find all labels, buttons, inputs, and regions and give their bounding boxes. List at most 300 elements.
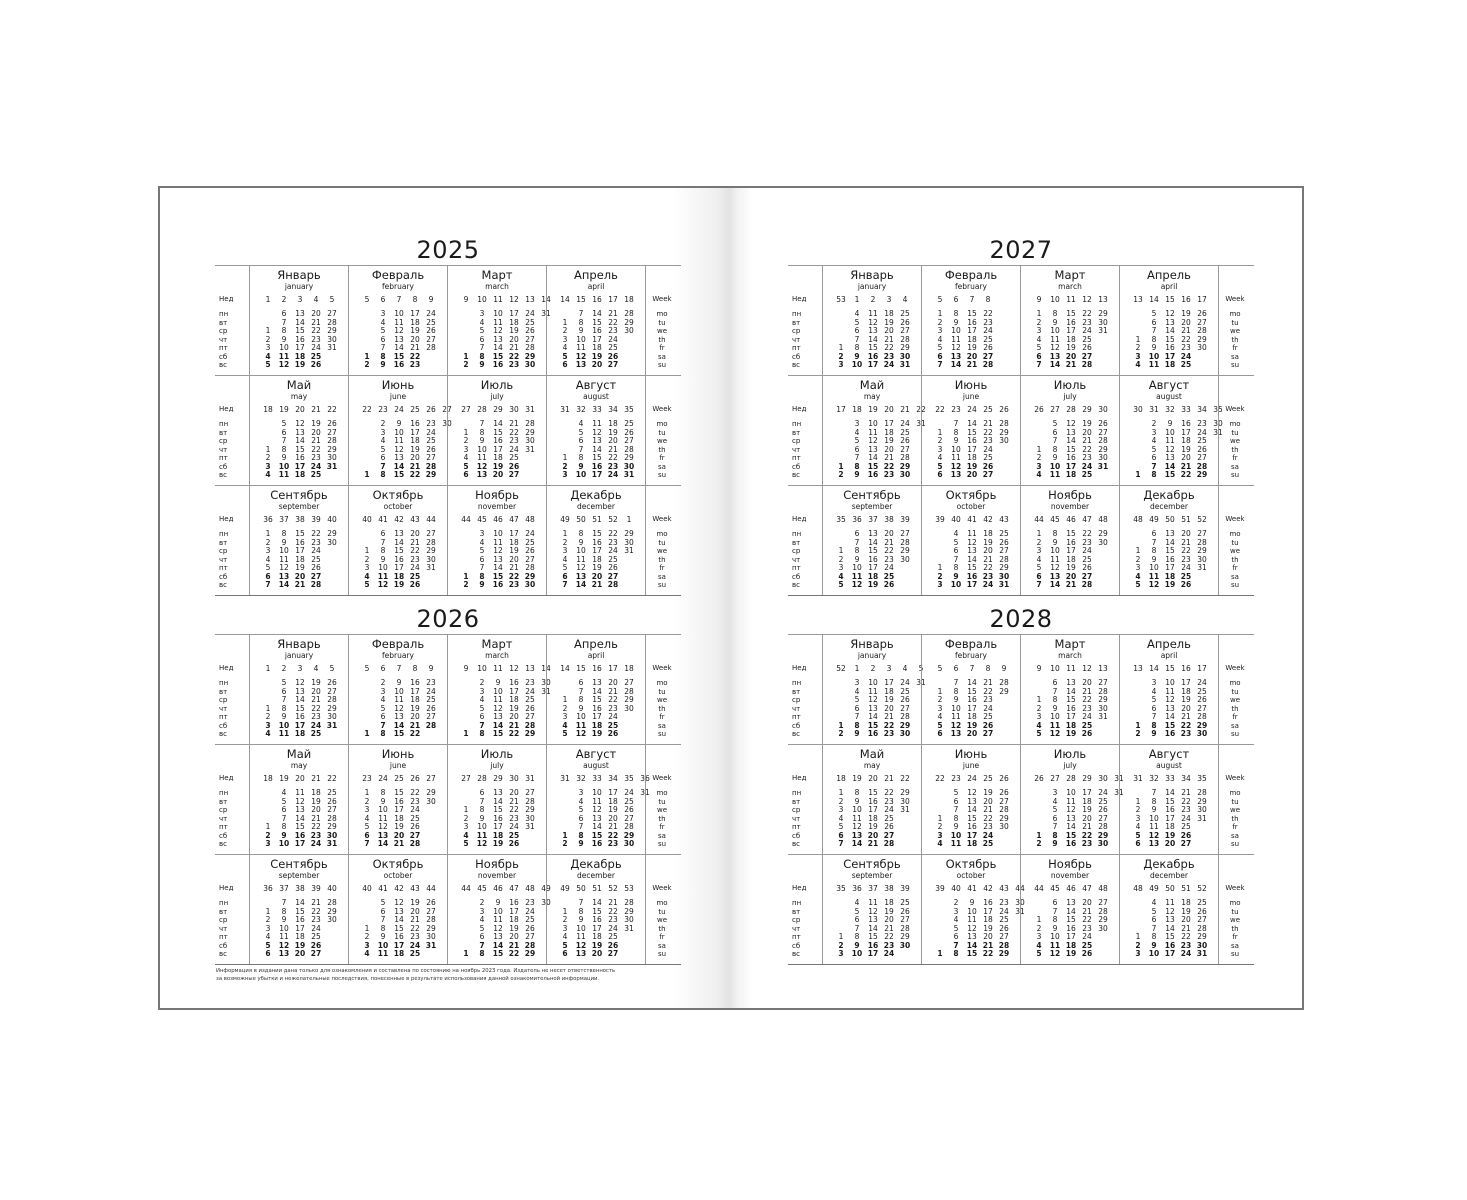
day-cell: 10 xyxy=(1149,813,1159,823)
day-cell: 25 xyxy=(409,571,421,581)
day-cell: 18 xyxy=(509,695,519,704)
day-cell: 16 xyxy=(1066,317,1076,327)
day-cell: 9 xyxy=(1052,453,1058,462)
day-cell: 21 xyxy=(966,360,978,369)
day-cell: 24 xyxy=(983,326,993,335)
day-cell: 19 xyxy=(592,563,602,572)
day-cell: 21 xyxy=(608,822,618,831)
week-number: 4 xyxy=(902,295,908,304)
weekday-labels-en xyxy=(645,486,678,595)
day-cell: 9 xyxy=(495,898,501,907)
month-name: Декабрь xyxy=(1143,488,1195,502)
day-cell: 21 xyxy=(983,554,993,564)
day-cell: 4 xyxy=(562,720,568,730)
day-cell: 6 xyxy=(562,949,568,958)
day-cell: 23 xyxy=(608,703,618,713)
month-name-en: march xyxy=(1058,651,1082,660)
day-cell: 8 xyxy=(578,830,584,840)
day-cell: 12 xyxy=(852,822,862,831)
day-cell: 5 xyxy=(265,940,271,950)
day-cell: 3 xyxy=(265,923,271,933)
day-cell: 14 xyxy=(393,720,405,730)
month-november xyxy=(1020,855,1119,964)
week-number: 40 xyxy=(951,515,961,524)
day-cell: 30 xyxy=(327,915,337,924)
day-cell: 17 xyxy=(1181,427,1191,437)
month-january xyxy=(249,635,348,744)
week-number-label: Нед xyxy=(792,405,807,413)
day-cell: 13 xyxy=(851,830,863,840)
month-name: Январь xyxy=(850,637,894,651)
month-march xyxy=(447,266,551,375)
month-name-en: august xyxy=(583,392,609,401)
day-cell: 20 xyxy=(294,949,306,958)
day-cell: 14 xyxy=(493,796,503,806)
day-cell: 10 xyxy=(575,470,587,479)
week-number: 22 xyxy=(935,774,945,783)
weekday-label-en: su xyxy=(657,581,667,589)
day-cell: 4 xyxy=(854,686,860,696)
day-cell: 7 xyxy=(854,453,860,462)
day-cell: 7 xyxy=(479,419,485,428)
day-cell: 11 xyxy=(576,932,586,941)
day-cell: 24 xyxy=(1197,678,1207,687)
day-cell: 29 xyxy=(1197,796,1207,806)
week-number: 16 xyxy=(1181,295,1191,304)
day-cell: 17 xyxy=(868,563,878,572)
day-cell: 17 xyxy=(1164,949,1176,958)
month-name: Октябрь xyxy=(945,488,997,502)
month-name-en: may xyxy=(863,761,881,770)
day-cell: 1 xyxy=(937,309,943,318)
day-cell: 10 xyxy=(1165,678,1175,687)
day-cell: 24 xyxy=(509,822,519,831)
week-number: 35 xyxy=(1197,774,1207,783)
day-cell: 6 xyxy=(1151,317,1157,327)
day-cell: 25 xyxy=(982,839,994,848)
month-name: Сентябрь xyxy=(270,857,328,871)
day-cell: 23 xyxy=(608,537,618,547)
day-cell: 27 xyxy=(327,686,337,696)
weekday-label: вт xyxy=(219,428,228,437)
week-number: 52 xyxy=(1197,884,1207,893)
day-cell: 13 xyxy=(868,915,878,924)
day-cell: 30 xyxy=(1015,898,1025,907)
day-cell: 2 xyxy=(265,453,271,462)
week-number: 49 xyxy=(1149,515,1159,524)
day-cell: 15 xyxy=(967,427,977,437)
day-cell: 7 xyxy=(1151,461,1157,471)
week-number: 14 xyxy=(560,295,570,304)
day-cell: 23 xyxy=(1197,419,1207,428)
week-number: 12 xyxy=(1082,664,1092,673)
day-cell: 18 xyxy=(884,309,894,318)
weekday-labels-en xyxy=(1218,376,1251,485)
day-cell: 13 xyxy=(493,554,503,564)
week-number: 22 xyxy=(327,405,337,414)
day-cell: 9 xyxy=(1151,343,1157,352)
day-cell: 3 xyxy=(562,470,568,479)
weekday-label: пт xyxy=(792,933,801,941)
day-cell: 5 xyxy=(838,580,844,589)
week-number: 34 xyxy=(608,774,618,783)
day-cell: 27 xyxy=(607,949,619,958)
weekday-label-en: tu xyxy=(658,538,666,547)
day-cell: 19 xyxy=(410,703,420,713)
day-cell: 22 xyxy=(508,949,520,958)
month-name: Январь xyxy=(277,268,321,282)
weekday-label: сб xyxy=(219,831,228,840)
month-name: Ноябрь xyxy=(1048,857,1092,871)
week-number: 35 xyxy=(836,515,846,524)
day-cell: 5 xyxy=(1151,444,1157,454)
weekday-label: чт xyxy=(792,924,801,933)
day-cell: 25 xyxy=(525,915,535,924)
day-cell: 23 xyxy=(1181,554,1191,564)
day-cell: 17 xyxy=(509,906,519,916)
week-number: 9 xyxy=(463,295,469,304)
weekday-label: вс xyxy=(219,361,227,369)
day-cell: 19 xyxy=(393,580,405,589)
day-cell: 14 xyxy=(295,695,305,704)
day-cell: 18 xyxy=(493,453,503,462)
day-cell: 27 xyxy=(1197,915,1207,924)
day-cell: 18 xyxy=(967,453,977,462)
day-cell: 7 xyxy=(479,343,485,352)
day-cell: 22 xyxy=(1180,720,1192,730)
week-number: 35 xyxy=(1213,405,1223,414)
day-cell: 8 xyxy=(1151,720,1157,730)
day-cell: 1 xyxy=(265,326,271,335)
day-cell: 23 xyxy=(1082,703,1092,713)
day-cell: 19 xyxy=(311,678,321,687)
day-cell: 27 xyxy=(1098,678,1108,687)
day-cell: 1 xyxy=(838,788,844,797)
day-cell: 16 xyxy=(295,453,305,462)
day-cell: 4 xyxy=(364,813,370,823)
day-cell: 25 xyxy=(983,453,993,462)
week-number: 18 xyxy=(624,664,634,673)
week-number: 45 xyxy=(1050,515,1060,524)
day-cell: 26 xyxy=(999,537,1009,547)
week-number: 51 xyxy=(592,884,602,893)
day-cell: 14 xyxy=(295,436,305,445)
weekday-label-en: th xyxy=(658,704,666,713)
day-cell: 10 xyxy=(394,309,404,318)
week-number-label: Нед xyxy=(219,295,234,303)
week-number: 48 xyxy=(1133,884,1143,893)
day-cell: 11 xyxy=(278,729,290,738)
day-cell: 3 xyxy=(479,529,485,538)
day-cell: 13 xyxy=(295,805,305,814)
day-cell: 27 xyxy=(900,444,910,454)
day-cell: 3 xyxy=(562,334,568,344)
month-name-en: july xyxy=(490,392,504,401)
day-cell: 31 xyxy=(900,805,910,814)
weekday-label-en: tu xyxy=(658,687,666,696)
day-cell: 5 xyxy=(380,444,386,454)
day-cell: 7 xyxy=(380,537,386,547)
day-cell: 23 xyxy=(410,554,420,564)
weekday-label: пн xyxy=(792,310,802,318)
day-cell: 24 xyxy=(1081,461,1093,471)
weekday-labels-en xyxy=(1218,855,1251,964)
day-cell: 13 xyxy=(868,444,878,454)
day-cell: 3 xyxy=(265,839,271,848)
day-cell: 2 xyxy=(838,729,844,738)
day-cell: 3 xyxy=(479,906,485,916)
day-cell: 5 xyxy=(265,563,271,572)
day-cell: 24 xyxy=(983,703,993,713)
weekday-label: сб xyxy=(792,831,801,840)
weekday-label: вт xyxy=(792,797,801,806)
day-cell: 19 xyxy=(1181,695,1191,704)
day-cell: 28 xyxy=(1098,822,1108,831)
day-cell: 11 xyxy=(951,453,961,462)
weekday-label: сб xyxy=(792,572,801,581)
month-july xyxy=(447,376,546,485)
day-cell: 23 xyxy=(1081,839,1093,848)
weekday-label: вс xyxy=(792,471,800,479)
day-cell: 5 xyxy=(1036,343,1042,352)
day-cell: 24 xyxy=(426,309,436,318)
weekday-label: ср xyxy=(219,806,228,814)
day-cell: 18 xyxy=(983,915,993,924)
month-name-en: august xyxy=(1156,761,1182,770)
day-cell: 6 xyxy=(854,444,860,454)
day-cell: 21 xyxy=(1065,360,1077,369)
day-cell: 28 xyxy=(624,444,634,454)
weekday-label-en: sa xyxy=(658,352,666,361)
day-cell: 25 xyxy=(327,788,337,797)
day-cell: 13 xyxy=(575,571,587,581)
weekday-label: пт xyxy=(219,564,228,572)
quarter-row xyxy=(215,634,681,744)
day-cell: 5 xyxy=(953,923,959,933)
day-cell: 17 xyxy=(410,686,420,696)
day-cell: 20 xyxy=(884,529,894,538)
day-cell: 23 xyxy=(607,839,619,848)
month-name-en: december xyxy=(577,871,615,880)
day-cell: 8 xyxy=(479,949,485,958)
weekday-label: пн xyxy=(792,899,802,907)
weekday-label: ср xyxy=(792,696,801,704)
weekday-label-en: mo xyxy=(1229,899,1241,907)
day-cell: 26 xyxy=(1197,695,1207,704)
day-cell: 19 xyxy=(884,317,894,327)
weekday-label-en: fr xyxy=(659,713,665,721)
day-cell: 15 xyxy=(591,830,603,840)
week-number: 31 xyxy=(560,774,570,783)
day-cell: 6 xyxy=(281,805,287,814)
day-cell: 18 xyxy=(608,419,618,428)
day-cell: 7 xyxy=(1052,686,1058,696)
day-cell: 16 xyxy=(1165,805,1175,814)
day-cell: 24 xyxy=(900,419,910,428)
day-cell: 30 xyxy=(623,839,635,848)
day-cell: 2 xyxy=(463,813,469,823)
weekday-label: сб xyxy=(219,941,228,950)
day-cell: 27 xyxy=(883,830,895,840)
day-cell: 24 xyxy=(409,940,421,950)
day-cell: 30 xyxy=(1196,940,1208,950)
day-cell: 8 xyxy=(1052,830,1058,840)
week-number: 13 xyxy=(1098,664,1108,673)
day-cell: 3 xyxy=(479,686,485,696)
month-name-en: february xyxy=(955,651,987,660)
weekday-label-en: th xyxy=(658,335,666,344)
week-number: 13 xyxy=(1133,664,1143,673)
day-cell: 17 xyxy=(867,360,879,369)
day-cell: 17 xyxy=(294,839,306,848)
weekday-label: вт xyxy=(792,318,801,327)
week-number: 35 xyxy=(624,774,634,783)
day-cell: 8 xyxy=(578,906,584,916)
day-cell: 15 xyxy=(393,351,405,361)
day-cell: 25 xyxy=(1180,360,1192,369)
day-cell: 1 xyxy=(937,813,943,823)
day-cell: 19 xyxy=(509,546,519,555)
day-cell: 1 xyxy=(265,906,271,916)
day-cell: 29 xyxy=(1097,830,1109,840)
weekday-labels-en xyxy=(1218,745,1251,854)
day-cell: 25 xyxy=(525,317,535,327)
weekday-labels-ru xyxy=(788,486,822,595)
weekday-label-en: tu xyxy=(1231,797,1239,806)
day-cell: 27 xyxy=(624,436,634,445)
day-cell: 22 xyxy=(983,563,993,572)
week-number: 1 xyxy=(265,295,271,304)
month-september xyxy=(249,855,348,964)
day-cell: 21 xyxy=(508,940,520,950)
day-cell: 25 xyxy=(900,686,910,696)
day-cell: 7 xyxy=(1151,712,1157,721)
weekday-label-en: fr xyxy=(1232,344,1238,352)
weekday-label: чт xyxy=(792,704,801,713)
day-cell: 20 xyxy=(966,729,978,738)
day-cell: 28 xyxy=(327,695,337,704)
day-cell: 16 xyxy=(1066,923,1076,933)
day-cell: 31 xyxy=(541,309,551,318)
day-cell: 11 xyxy=(278,351,290,361)
week-number: 50 xyxy=(576,515,586,524)
day-cell: 29 xyxy=(1197,334,1207,344)
day-cell: 16 xyxy=(1066,537,1076,547)
day-cell: 25 xyxy=(426,436,436,445)
day-cell: 21 xyxy=(608,686,618,696)
day-cell: 7 xyxy=(1052,822,1058,831)
month-name-en: november xyxy=(477,502,517,511)
week-number-label: Нед xyxy=(792,774,807,782)
day-cell: 14 xyxy=(492,720,504,730)
day-cell: 23 xyxy=(982,571,994,581)
day-cell: 24 xyxy=(426,686,436,696)
day-cell: 13 xyxy=(1049,351,1061,361)
day-cell: 8 xyxy=(1052,444,1058,454)
day-cell: 5 xyxy=(1151,309,1157,318)
day-cell: 20 xyxy=(884,703,894,713)
day-cell: 20 xyxy=(884,444,894,454)
weekday-label-en: th xyxy=(1231,704,1239,713)
day-cell: 5 xyxy=(281,419,287,428)
day-cell: 12 xyxy=(967,923,977,933)
day-cell: 17 xyxy=(983,906,993,916)
weekday-label: сб xyxy=(792,721,801,730)
day-cell: 6 xyxy=(380,712,386,721)
day-cell: 27 xyxy=(1197,703,1207,713)
weekday-label-en: we xyxy=(1229,696,1241,704)
day-cell: 14 xyxy=(1066,436,1076,445)
week-number: 34 xyxy=(608,405,618,414)
day-cell: 31 xyxy=(624,923,634,933)
weekday-label: вс xyxy=(792,950,800,958)
day-cell: 28 xyxy=(327,317,337,327)
day-cell: 26 xyxy=(1197,906,1207,916)
day-cell: 5 xyxy=(838,822,844,831)
week-number-label: Нед xyxy=(792,515,807,523)
day-cell: 13 xyxy=(967,796,977,806)
day-cell: 21 xyxy=(508,720,520,730)
day-cell: 10 xyxy=(493,309,503,318)
year-title: 2027 xyxy=(989,236,1053,264)
week-number: 30 xyxy=(509,774,519,783)
day-cell: 28 xyxy=(624,898,634,907)
day-cell: 6 xyxy=(1052,813,1058,823)
day-cell: 16 xyxy=(493,436,503,445)
day-cell: 24 xyxy=(900,678,910,687)
month-name: Декабрь xyxy=(1143,857,1195,871)
month-name-en: november xyxy=(477,871,517,880)
day-cell: 7 xyxy=(562,580,568,589)
day-cell: 12 xyxy=(950,461,962,471)
day-cell: 16 xyxy=(492,580,504,589)
weekday-label-en: sa xyxy=(658,941,666,950)
week-number: 36 xyxy=(852,515,862,524)
weekday-label-en: fr xyxy=(659,933,665,941)
day-cell: 8 xyxy=(479,427,485,437)
day-cell: 8 xyxy=(953,563,959,572)
day-cell: 4 xyxy=(1036,940,1042,950)
day-cell: 21 xyxy=(311,695,321,704)
day-cell: 17 xyxy=(410,309,420,318)
day-cell: 6 xyxy=(1151,529,1157,538)
day-cell: 14 xyxy=(493,343,503,352)
week-number: 16 xyxy=(1181,664,1191,673)
day-cell: 16 xyxy=(492,360,504,369)
day-cell: 13 xyxy=(950,470,962,479)
weekday-label-en: su xyxy=(1230,950,1240,958)
day-cell: 18 xyxy=(967,334,977,344)
day-cell: 2 xyxy=(838,351,844,361)
week-number: 26 xyxy=(1034,405,1044,414)
day-cell: 13 xyxy=(295,309,305,318)
month-name: Июль xyxy=(1053,747,1087,761)
day-cell: 15 xyxy=(1165,932,1175,941)
day-cell: 12 xyxy=(868,317,878,327)
day-cell: 10 xyxy=(1049,461,1061,471)
day-cell: 20 xyxy=(393,830,405,840)
day-cell: 17 xyxy=(393,940,405,950)
day-cell: 3 xyxy=(937,830,943,840)
day-cell: 4 xyxy=(479,537,485,547)
week-number: 22 xyxy=(362,405,372,414)
month-name-en: november xyxy=(1050,502,1090,511)
day-cell: 28 xyxy=(1197,923,1207,933)
day-cell: 30 xyxy=(327,334,337,344)
day-cell: 20 xyxy=(1181,529,1191,538)
day-cell: 3 xyxy=(937,580,943,589)
week-number: 4 xyxy=(313,295,319,304)
